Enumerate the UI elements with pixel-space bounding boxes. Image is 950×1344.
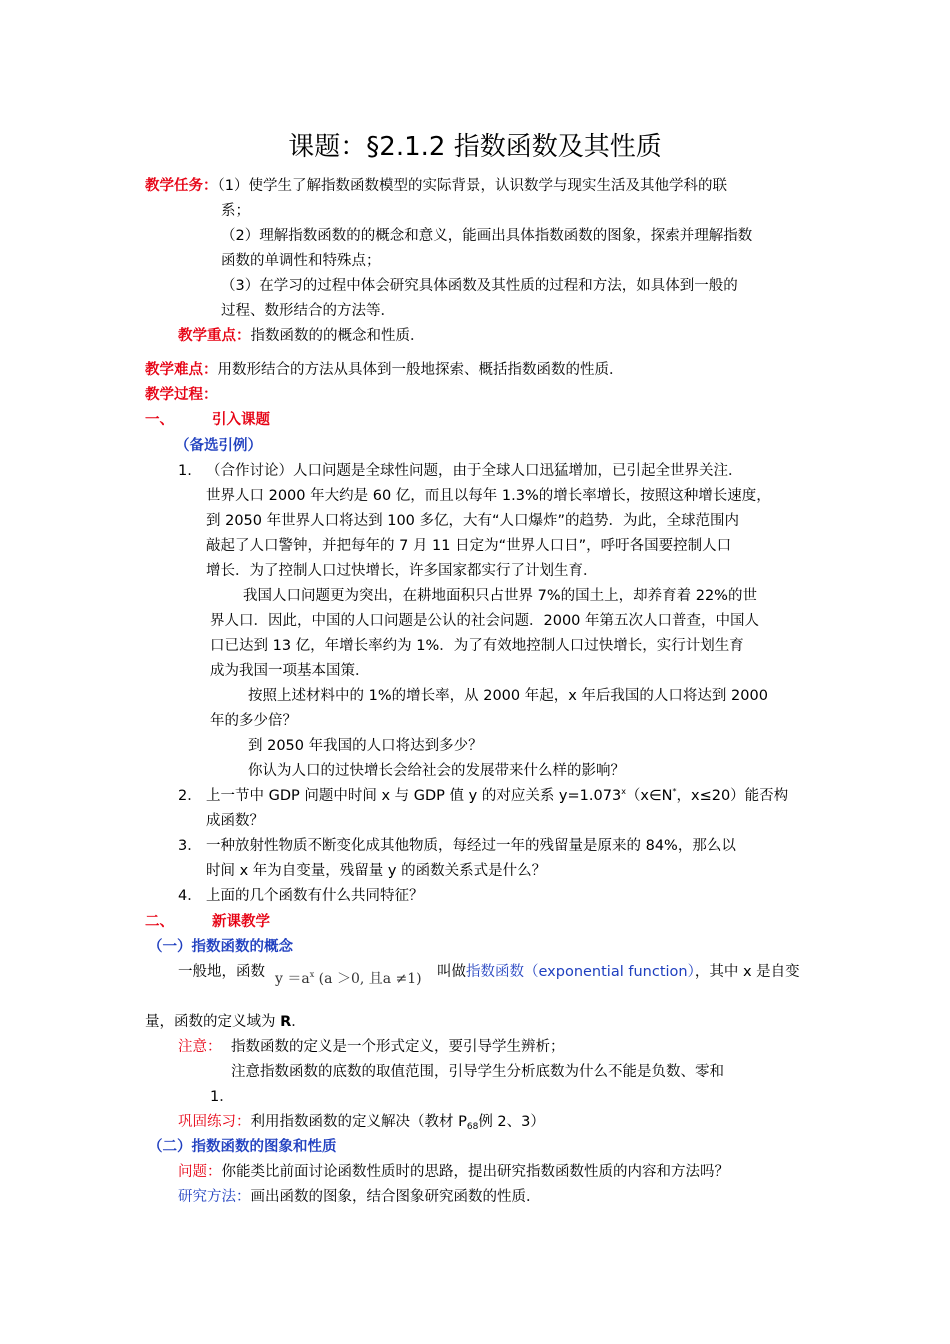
method-line — [178, 1187, 541, 1207]
item2-sup-star: * — [672, 787, 677, 796]
item2-line-1 — [206, 786, 788, 806]
item2-line-2: 成函数？ — [206, 813, 264, 829]
item4-line-1: 上面的几个函数有什么共同特征？ — [206, 888, 424, 904]
note-line-1 — [178, 1037, 222, 1057]
tasks-label: 教学任务： — [145, 178, 218, 194]
question-text: 你能类比前面讨论函数性质时的思路，提出研究指数函数性质的内容和方法吗？ — [221, 1164, 729, 1180]
item1-line-3: 到 2050 年世界人口将达到 100 多亿，大有“人口爆炸”的趋势．为此，全球范围内 — [206, 513, 740, 529]
practice-line — [178, 1112, 545, 1132]
formula-tail: (a ＞0, 且a ≠1) — [314, 971, 422, 987]
difficulty-text: 用数形结合的方法从具体到一般地探索、概括指数函数的性质． — [217, 362, 624, 378]
item1-question-3: 你认为人口的过快增长会给社会的发展带来什么样的影响？ — [248, 763, 625, 779]
task-2a: （2）理解指数函数的的概念和意义，能画出具体指数函数的图象，探索并理解指数 — [221, 228, 753, 244]
definition-line-1 — [178, 962, 265, 982]
practice-label: 巩固练习： — [178, 1114, 251, 1130]
item1-num: 1. — [178, 463, 192, 479]
definition-text-e: ． — [291, 1014, 306, 1030]
subsection1-title: （一）指数函数的概念 — [148, 939, 293, 955]
practice-page-sub: 68 — [466, 1122, 479, 1132]
item1-line-1: （合作讨论）人口问题是全球性问题，由于全球人口迅猛增加，已引起全世界关注． — [206, 463, 743, 479]
note-text-2b: 1． — [210, 1089, 234, 1105]
method-label: 研究方法： — [178, 1189, 251, 1205]
item3-num: 3． — [178, 838, 202, 854]
item1-para2-line-1: 我国人口问题更为突出，在耕地面积只占世界 7%的国土上，却养育着 22%的世 — [243, 588, 757, 604]
task-3b: 过程、数形结合的方法等． — [221, 303, 395, 319]
item1-line-4: 敲起了人口警钟，并把每年的 7 月 11 日定为“世界人口日”，呼吁各国要控制人口 — [206, 538, 732, 554]
item2-text-b: （x∈N — [625, 788, 673, 804]
definition-line-1-rest — [437, 962, 800, 982]
section1-title: 引入课题 — [212, 412, 270, 428]
item1-question-1b: 年的多少倍？ — [210, 713, 297, 729]
definition-text-b: 叫做 — [437, 964, 466, 980]
key-point-label: 教学重点： — [178, 328, 251, 344]
difficulty-line — [145, 360, 624, 380]
definition-term: 指数函数（exponential function） — [466, 964, 695, 980]
item2-text-c: ，x≤20）能否构 — [676, 788, 789, 804]
item1-question-2: 到 2050 年我国的人口将达到多少？ — [248, 738, 483, 754]
note-text-1: 指数函数的定义是一个形式定义，要引导学生辨析； — [231, 1039, 565, 1055]
note-text-2a: 注意指数函数的底数的取值范围，引导学生分析底数为什么不能是负数、零和 — [231, 1064, 724, 1080]
item3-line-2: 时间 x 年为自变量，残留量 y 的函数关系式是什么？ — [206, 863, 547, 879]
question-label: 问题： — [178, 1164, 222, 1180]
item2-num: 2． — [178, 788, 202, 804]
section2-num: 二、 — [145, 914, 174, 930]
item1-para2-line-3: 口已达到 13 亿，年增长率约为 1%．为了有效地控制人口过快增长，实行计划生育 — [210, 638, 744, 654]
item1-line-2: 世界人口 2000 年大约是 60 亿，而且以每年 1.3%的增长率增长，按照这种增长速度， — [206, 488, 771, 504]
key-point-text: 指数函数的的概念和性质． — [250, 328, 425, 344]
item2-text-a: 上一节中 GDP 问题中时间 x 与 GDP 值 y 的对应关系 y=1.073 — [206, 788, 622, 804]
item3-line-1: 一种放射性物质不断变化成其他物质，每经过一年的残留量是原来的 84%，那么以 — [206, 838, 736, 854]
item1-para2-line-2: 界人口．因此，中国的人口问题是公认的社会问题．2000 年第五次人口普查，中国人 — [210, 613, 760, 629]
item1-line-5: 增长．为了控制人口过快增长，许多国家都实行了计划生育． — [206, 563, 598, 579]
definition-line-2 — [145, 1012, 306, 1032]
method-text: 画出函数的图象，结合图象研究函数的性质． — [250, 1189, 541, 1205]
page-title: 课题：§2.1.2 指数函数及其性质 — [288, 132, 662, 162]
item1-para2-line-4: 成为我国一项基本国策． — [210, 663, 370, 679]
tasks-line-1 — [145, 176, 727, 196]
definition-domain: R — [280, 1014, 292, 1030]
definition-formula — [275, 969, 422, 989]
task-3a: （3）在学习的过程中体会研究具体函数及其性质的过程和方法，如具体到一般的 — [221, 278, 738, 294]
item2-sup-x: x — [621, 787, 626, 796]
process-label: 教学过程： — [145, 387, 218, 403]
definition-text-a: 一般地，函数 — [178, 964, 265, 980]
formula-base: y ＝a — [275, 971, 310, 987]
note-label: 注意： — [178, 1039, 222, 1055]
item1-question-1a: 按照上述材料中的 1%的增长率，从 2000 年起，x 年后我国的人口将达到 2000 — [248, 688, 768, 704]
practice-text-b: 例 2、3） — [478, 1114, 545, 1130]
section1-subtitle: （备选引例） — [175, 438, 262, 454]
formula-sup: x — [309, 970, 315, 979]
subsection2-title: （二）指数函数的图象和性质 — [148, 1139, 337, 1155]
practice-text-a: 利用指数函数的定义解决（教材 P — [250, 1114, 467, 1130]
definition-text-d: 量，函数的定义域为 — [145, 1014, 281, 1030]
section2-title: 新课教学 — [212, 914, 270, 930]
task-1a: （1）使学生了解指数函数模型的实际背景，认识数学与现实生活及其他学科的联 — [217, 178, 727, 194]
section1-num: 一、 — [145, 412, 174, 428]
task-1b: 系； — [221, 203, 250, 219]
item4-num: 4． — [178, 888, 202, 904]
difficulty-label: 教学难点： — [145, 362, 218, 378]
task-2b: 函数的单调性和特殊点； — [221, 253, 381, 269]
definition-text-c: ，其中 x 是自变 — [694, 964, 800, 980]
key-point-line — [178, 326, 425, 346]
question-line — [178, 1162, 729, 1182]
